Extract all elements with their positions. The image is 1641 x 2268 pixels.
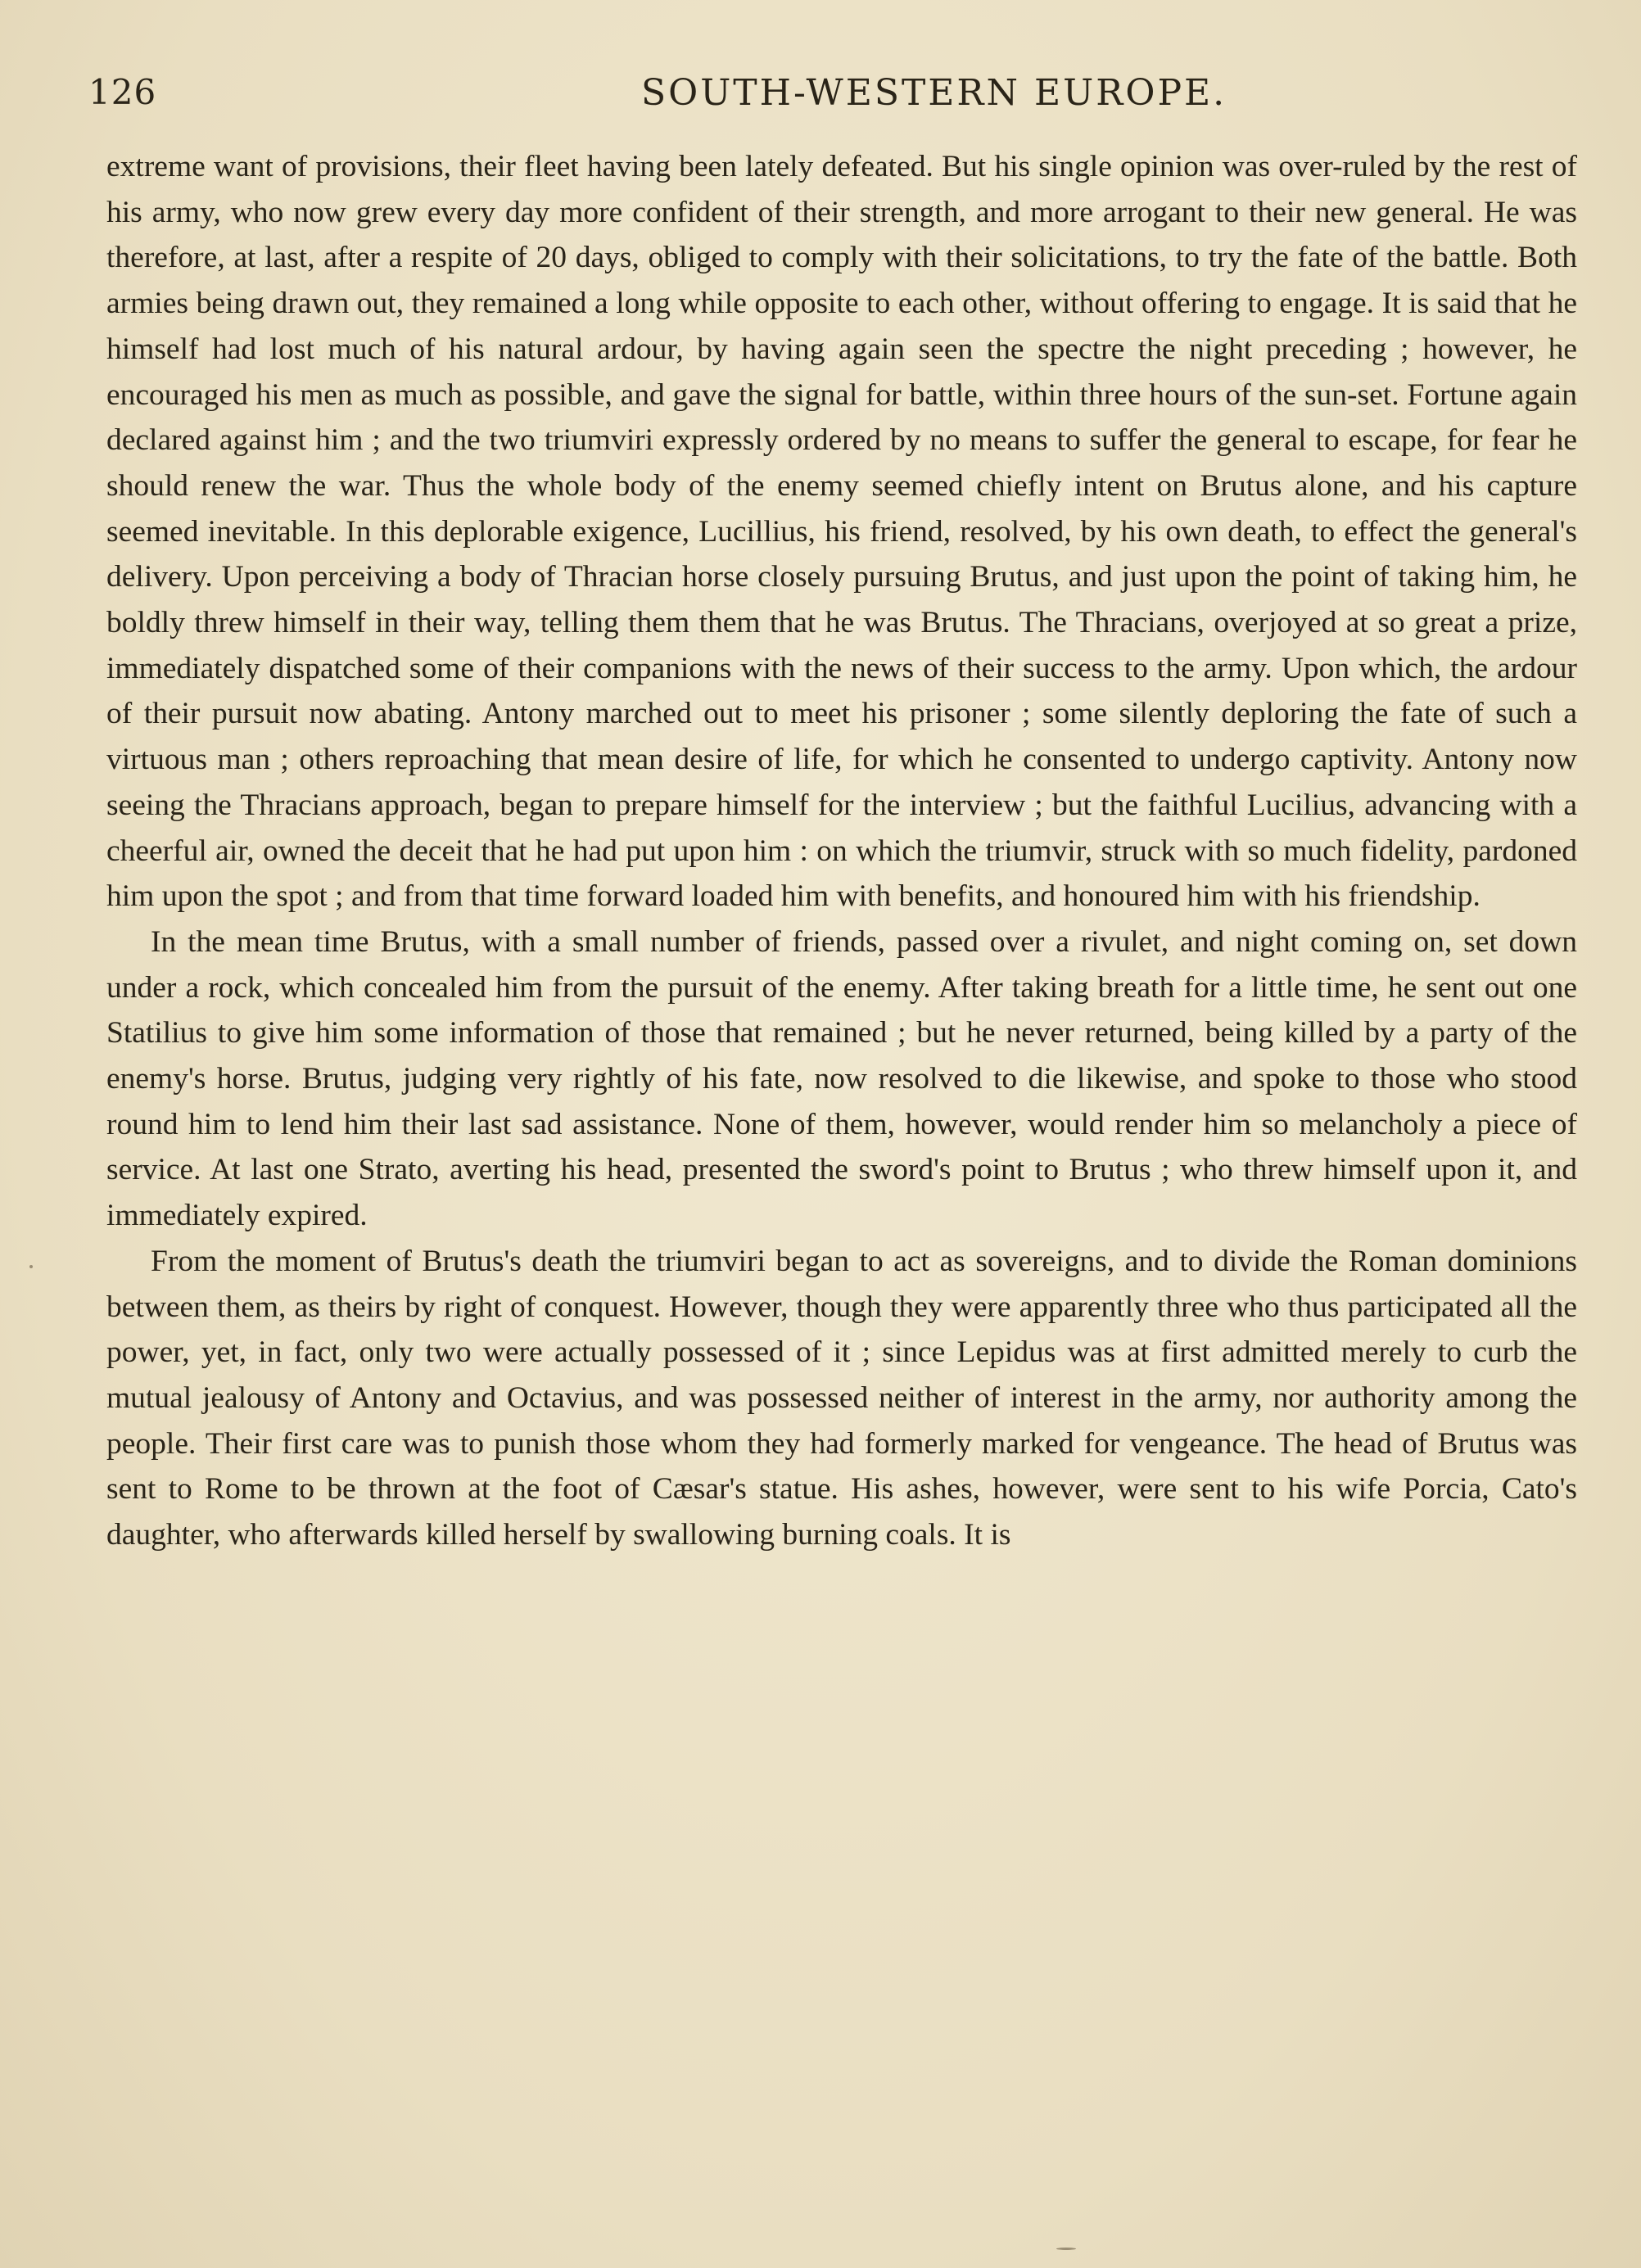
paragraph-brutus-death: In the mean time Brutus, with a small number of friends, passed over a rivulet, and night coming on, set down under a rock, which concealed him from the pursuit of the enemy. After taking breath for a little time, he sent out one Statilius to give him some information of those that remained ; but he never returned, being killed by a party of the enemy's horse. Brutus, judging very rightly of his fate, now resolved to die likewise, and spoke to those who stood round him to lend him their last sad assistance. None of them, however, would render him so melancholy a piece of service. At last one Strato, averting his head, presented the sword's point to Brutus ; who threw himself upon it, and immediately expired. — [106, 924, 1577, 1233]
running-head: SOUTH-WESTERN EUROPE. — [641, 72, 1227, 114]
page-header — [88, 72, 1595, 121]
body-text — [106, 144, 1577, 1558]
ink-speck — [29, 1265, 33, 1268]
page-number: 126 — [88, 72, 157, 112]
paragraph-triumviri: From the moment of Brutus's death the triumviri began to act as sovereigns, and to divide the Roman dominions between them, as theirs by right of conquest. However, though they were apparently three who thus participated all the power, yet, in fact, only two were actually possessed of it ; since Lepidus was at first admitted merely to curb the mutual jealousy of Antony and Octavius, and was possessed neither of interest in the army, nor authority among the people. Their first care was to punish those whom they had formerly marked for vengeance. The head of Brutus was sent to Rome to be thrown at the foot of Cæsar's statue. His ashes, however, were sent to his wife Porcia, Cato's daughter, who afterwards killed herself by swallowing burning coals. It is — [106, 1244, 1577, 1552]
ink-speck — [1056, 2248, 1076, 2250]
paragraph-continuation: extreme want of provisions, their fleet having been lately defeated. But his single opinion was over-ruled by the rest of his army, who now grew every day more confident of their strength, and more arrogant to their new general. He was therefore, at last, after a respite of 20 days, obliged to comply with their solicitations, to try the fate of the battle. Both armies being drawn out, they remained a long while opposite to each other, without offering to engage. It is said that he himself had lost much of his natural ardour, by having again seen the spectre the night preceding ; however, he encouraged his men as much as possible, and gave the signal for battle, within three hours of the sun-set. Fortune again declared against him ; and the two triumviri expressly ordered by no means to suffer the general to escape, for fear he should renew the war. Thus the whole body of the enemy seemed chiefly intent on Brutus alone, and his capture seemed inevitable. In this deplorable exigence, Lucillius, his friend, resolved, by his own death, to effect the general's delivery. Upon perceiving a body of Thracian horse closely pursuing Brutus, and just upon the point of taking him, he boldly threw himself in their way, telling them them that he was Brutus. The Thracians, overjoyed at so great a prize, immediately dispatched some of their companions with the news of their success to the army. Upon which, the ardour of their pursuit now abating. Antony marched out to meet his prisoner ; some silently deploring the fate of such a virtuous man ; others reproaching that mean desire of life, for which he consented to undergo captivity. Antony now seeing the Thracians approach, began to prepare himself for the interview ; but the faithful Lucilius, advancing with a cheerful air, owned the deceit that he had put upon him : on which the triumvir, struck with so much fidelity, pardoned him upon the spot ; and from that time forward loaded him with benefits, and honoured him with his friendship. — [106, 150, 1577, 914]
